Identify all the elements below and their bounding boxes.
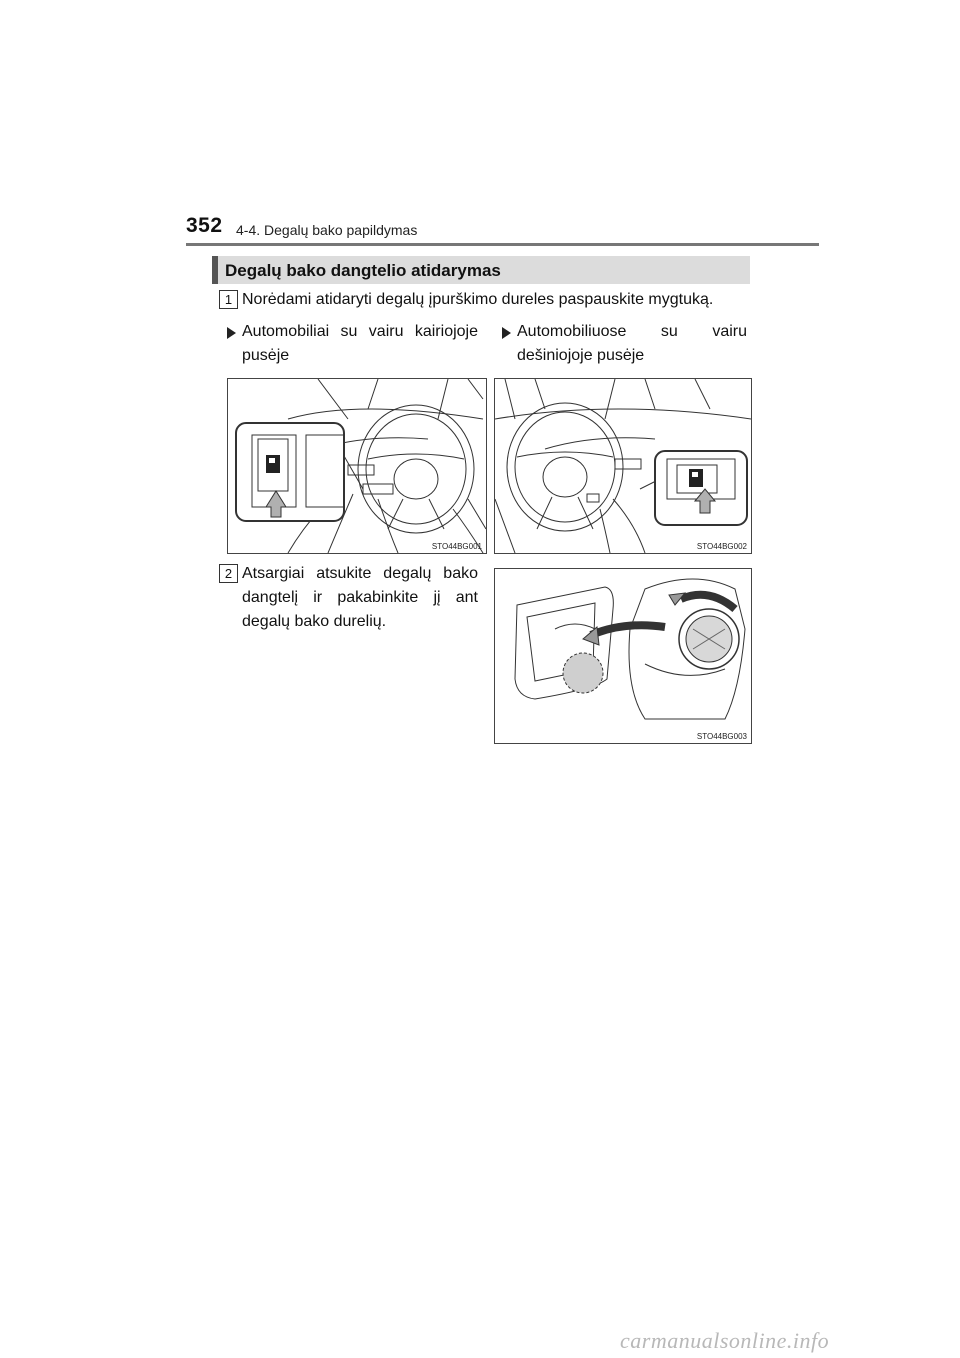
heading-accent xyxy=(212,256,218,284)
header-rule xyxy=(186,243,819,246)
figure-code: STO44BG001 xyxy=(431,542,482,551)
hanging-cap xyxy=(563,653,603,693)
step-1-text: Norėdami atidaryti degalų įpurškimo dureles paspauskite mygtuką. xyxy=(242,291,714,308)
section-title: 4-4. Degalų bako papildymas xyxy=(236,222,418,238)
fuel-pump-icon xyxy=(689,469,703,487)
fuel-pump-icon xyxy=(266,455,280,473)
right-hand-drive-label: Automobiliuose su vairu dešiniojoje pusėje xyxy=(517,323,747,364)
left-hand-drive-label: Automobiliai su vairu kairiojoje pusėje xyxy=(242,323,478,364)
move-arrow-icon xyxy=(591,625,665,635)
figure-fuel-cap xyxy=(494,568,752,744)
figure-code: STO44BG003 xyxy=(696,732,747,741)
step-2-text: Atsargiai atsukite degalų bako dangtelį ir pakabinkite jį ant degalų bako durelių. xyxy=(242,565,478,630)
rhd-dashboard-illustration xyxy=(495,379,751,553)
lhd-dashboard-illustration xyxy=(228,379,486,553)
figure-lhd-dashboard xyxy=(227,378,487,554)
rotate-arrow-icon xyxy=(681,595,735,609)
fuel-cap xyxy=(679,609,739,669)
figure-code: STO44BG002 xyxy=(696,542,747,551)
step-1-number: 1 xyxy=(219,290,238,309)
figure-rhd-dashboard xyxy=(494,378,752,554)
callout-switch-closeup xyxy=(236,423,344,521)
triangle-bullet-icon xyxy=(227,327,236,339)
step-2-number: 2 xyxy=(219,564,238,583)
page-number: 352 xyxy=(186,214,223,237)
triangle-bullet-icon xyxy=(502,327,511,339)
section-heading: Degalų bako dangtelio atidarymas xyxy=(225,261,501,280)
fuel-cap-illustration xyxy=(495,569,751,743)
watermark: carmanualsonline.info xyxy=(620,1328,830,1353)
callout-switch-closeup xyxy=(655,451,747,525)
